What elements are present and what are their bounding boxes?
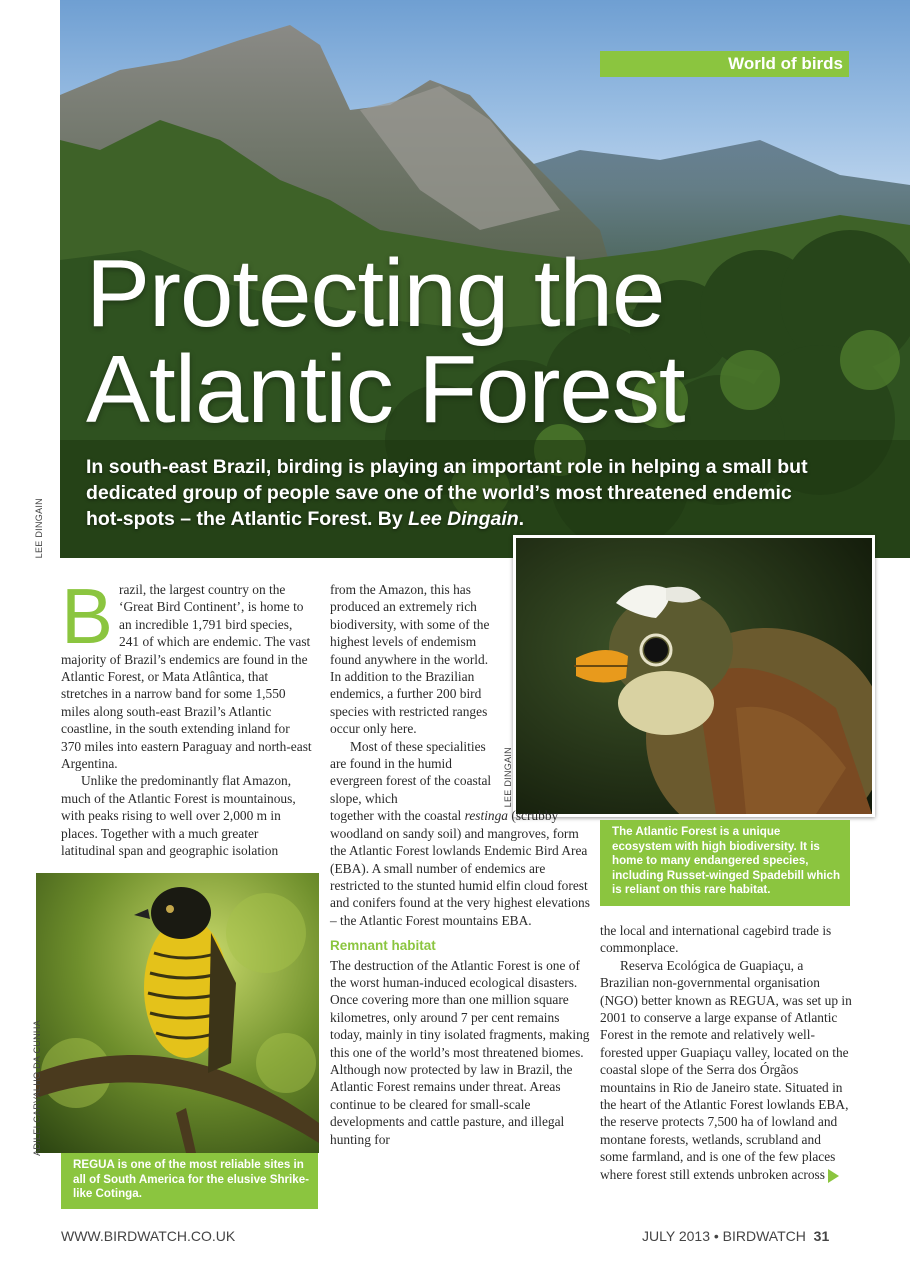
col3-paragraph-1: the local and international cagebird trade is commonplace. xyxy=(600,923,832,956)
cotinga-bird-illustration xyxy=(36,873,319,1153)
article-column-3 xyxy=(600,922,852,1183)
restinga-term: restinga xyxy=(464,808,509,824)
subheading-remnant-habitat: Remnant habitat xyxy=(330,938,436,954)
col2-paragraph-2a: Most of these specialities are found in the humid evergreen forest of the coastal slope, which xyxy=(330,738,492,806)
article-column-1 xyxy=(61,572,312,860)
page-title xyxy=(86,240,886,443)
author-name: Lee Dingain xyxy=(408,508,519,530)
drop-cap: B xyxy=(61,572,114,660)
section-tag: World of birds xyxy=(600,51,849,77)
standfirst-text: In south-east Brazil, birding is playing an important role in helping a small but dedicated group of people save one of the world’s most threatened endemic hot-spots – the Atlantic Forest. By xyxy=(86,456,808,530)
photo-credit-spadebill: LEE DINGAIN xyxy=(503,747,513,808)
footer-issue xyxy=(642,1228,829,1244)
col2-paragraph-1: from the Amazon, this has produced an extremely rich biodiversity, with some of the highest levels of endemism found anywhere in the world. In addition to the Brazilian endemics, a further 200 bird species with restricted ranges occur only here. xyxy=(330,582,490,737)
title-line-2: Atlantic Forest xyxy=(86,336,685,443)
col2-paragraph-3: The destruction of the Atlantic Forest is one of the worst human-induced ecological disasters. Once covering more than one million square kilometres, only around 7 per cent remains today, mainly in tiny isolated fragments, making this one of the world’s most threatened biomes. Although now protected by law in Brazil, the Atlantic Forest remains under threat. Areas continue to be cleared for small-scale developments and cattle pasture, and illegal hunting for xyxy=(330,957,590,1147)
standfirst xyxy=(86,454,826,532)
col1-p1-text: razil, the largest country on the ‘Great Bird Continent’, is home to an incredible 1,791 bird species, 241 of which are endemic. The vast majority of Brazil’s endemics are found in the Atlantic Forest, or Mata Atlântica, that stretches in a narrow band for some 1,550 miles along south-east Brazil’s Atlantic coastline, in the south extending inland for 370 miles into eastern Paraguay and north-east Argentina. xyxy=(61,582,312,772)
col2-p2b-text: together with the coastal xyxy=(330,808,465,824)
photo-credit-hero: LEE DINGAIN xyxy=(34,498,44,559)
col1-paragraph-1 xyxy=(61,572,312,772)
footer-issue-text: JULY 2013 • BIRDWATCH xyxy=(642,1228,806,1244)
footer-website: WWW.BIRDWATCH.CO.UK xyxy=(61,1228,236,1244)
col2-paragraph-2b xyxy=(330,807,590,929)
photo-credit-cotinga: ADILEI CARVALHO DA CUNHA xyxy=(32,1020,42,1156)
page-number: 31 xyxy=(813,1228,830,1244)
title-line-1: Protecting the xyxy=(86,240,665,347)
col3-paragraph-2 xyxy=(600,957,852,1183)
cotinga-photo xyxy=(36,873,319,1153)
col2-p2b-after: (scrubby woodland on sandy soil) and mangroves, form the Atlantic Forest lowlands Endemic Bird Area (EBA). A small number of endemics are restricted to the stunted humid elfin cloud forest and conifers found at the very highest elevations – the Atlantic Forest mountains EBA. xyxy=(330,808,590,928)
article-column-2 xyxy=(330,581,590,1148)
spadebill-caption: The Atlantic Forest is a unique ecosystem with high biodiversity. It is home to many endangered species, including Russet-winged Spadebill which is reliant on this rare habitat. xyxy=(600,820,850,906)
cotinga-caption: REGUA is one of the most reliable sites in all of South America for the elusive Shrike-like Cotinga. xyxy=(61,1153,318,1209)
standfirst-end: . xyxy=(518,508,525,530)
col3-p2-text: Reserva Ecológica de Guapiaçu, a Brazilian non-governmental organisation (NGO) better known as REGUA, was set up in 2001 to conserve a large expanse of Atlantic Forest in the remote and relatively well-forested upper Guapiaçu valley, located on the coastal slope of the Serra dos Órgãos mountains in Rio de Janeiro state. Situated in the heart of the Atlantic Forest lowlands EBA, the reserve protects 7,500 ha of lowland and montane forests, wetlands, scrubland and some farmland, and is one of the few places where forest still extends unbroken across xyxy=(600,957,852,1182)
continue-arrow-icon xyxy=(828,1169,839,1183)
col1-paragraph-2: Unlike the predominantly flat Amazon, much of the Atlantic Forest is mountainous, with peaks rising to well over 2,000 m in places. Together with a much greater latitudinal span and geographic isolation xyxy=(61,773,296,859)
